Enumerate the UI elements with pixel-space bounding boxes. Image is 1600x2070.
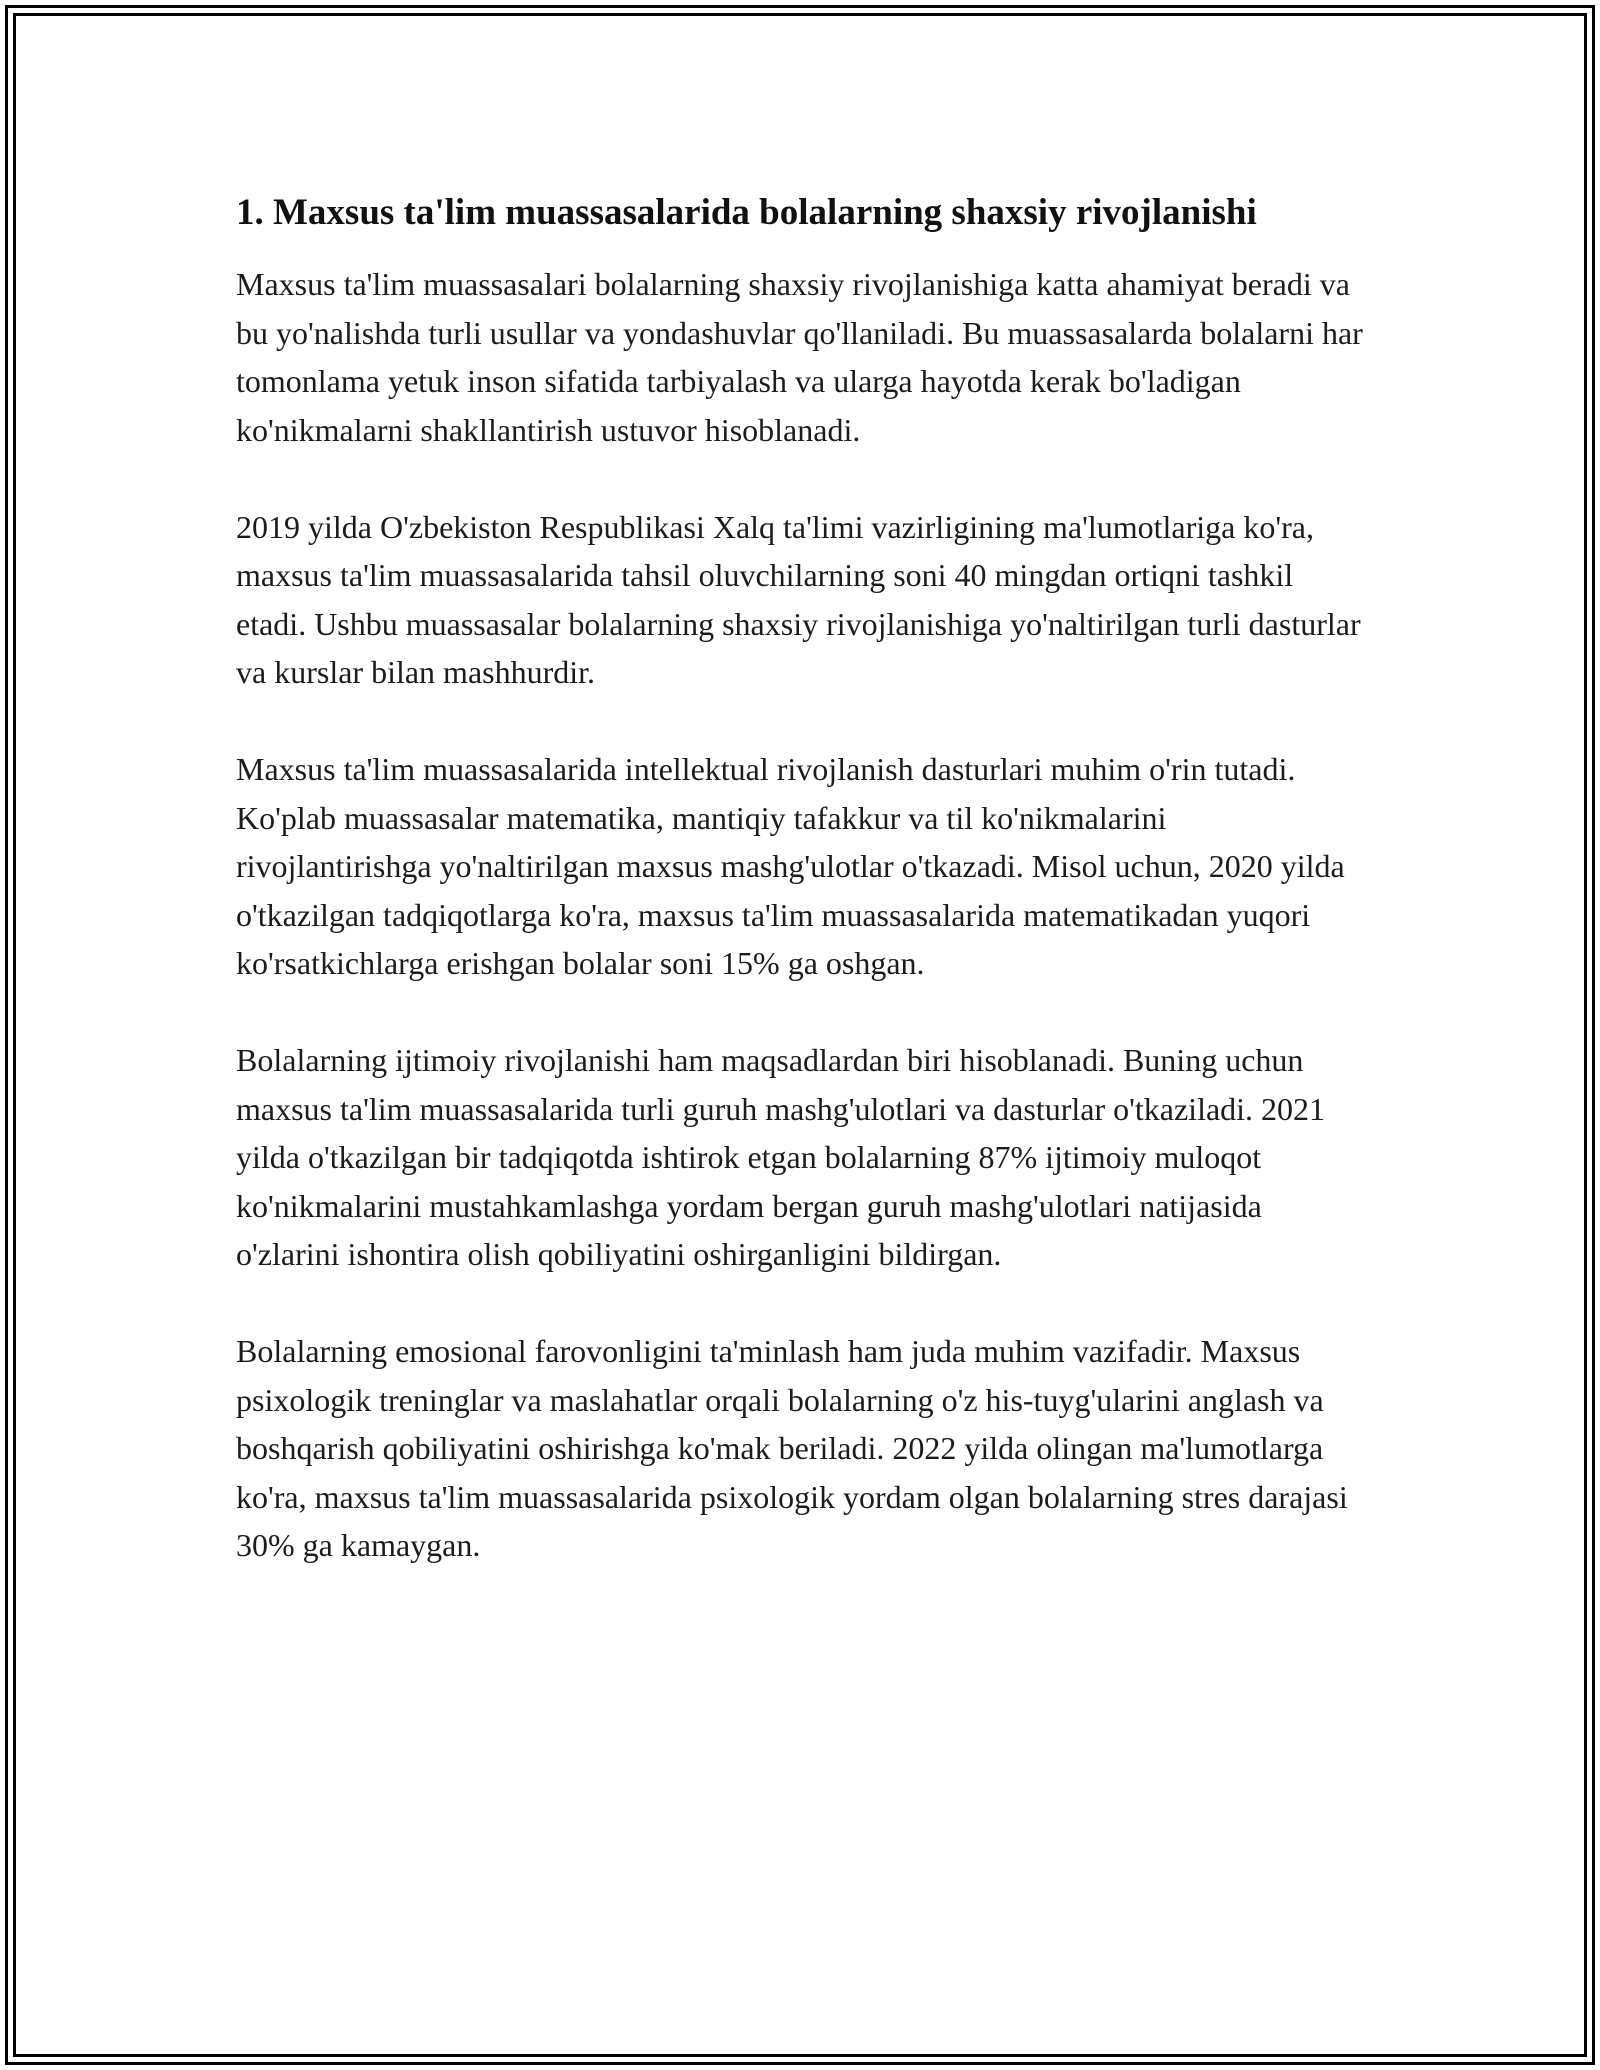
paragraph-statistics-2019: 2019 yilda O'zbekiston Respublikasi Xalq ta'limi vazirligining ma'lumotlariga ko'ra, maxsus ta'lim muassasalarida tahsil oluvchilarning soni 40 mingdan ortiqni tashkil etadi. Ushbu muassasalar bolalarning shaxsiy rivojlanishiga yo'naltirilgan turli dasturlar va kurslar bilan mashhurdir. [236,508,1361,690]
document-body [236,188,1366,1570]
paragraph-intellectual-development: Maxsus ta'lim muassasalarida intellektual rivojlanish dasturlari muhim o'rin tutadi. Ko'plab muassasalar matematika, mantiqiy tafakkur va til ko'nikmalarini rivojlantirishga yo'naltirilgan maxsus mashg'ulotlar o'tkazadi. Misol uchun, 2020 yilda o'tkazilgan tadqiqotlarga ko'ra, maxsus ta'lim muassasalarida matematikadan yuqori ko'rsatkichlarga erishgan bolalar soni 15% ga oshgan. [236,751,1345,981]
section-heading: 1. Maxsus ta'lim muassasalarida bolalarning shaxsiy rivojlanishi [236,192,1257,233]
paragraph-social-development: Bolalarning ijtimoiy rivojlanishi ham maqsadlardan biri hisoblanadi. Buning uchun maxsus ta'lim muassasalarida turli guruh mashg'ulotlari va dasturlar o'tkaziladi. 2021 yilda o'tkazilgan bir tadqiqotda ishtirok etgan bolalarning 87% ijtimoiy muloqot ko'nikmalarini mustahkamlashga yordam bergan guruh mashg'ulotlari natijasida o'zlarini ishontira olish qobiliyatini oshirganligini bildirgan. [236,1042,1326,1272]
paragraph-intro: Maxsus ta'lim muassasalari bolalarning shaxsiy rivojlanishiga katta ahamiyat beradi va bu yo'nalishda turli usullar va yondashuvlar qo'llaniladi. Bu muassasalarda bolalarni har tomonlama yetuk inson sifatida tarbiyalash va ularga hayotda kerak bo'ladigan ko'nikmalarni shakllantirish ustuvor hisoblanadi. [236,266,1363,448]
paragraph-emotional-wellbeing: Bolalarning emosional farovonligini ta'minlash ham juda muhim vazifadir. Maxsus psixologik treninglar va maslahatlar orqali bolalarning o'z his-tuyg'ularini anglash va boshqarish qobiliyatini oshirishga ko'mak beriladi. 2022 yilda olingan ma'lumotlarga ko'ra, maxsus ta'lim muassasalarida psixologik yordam olgan bolalarning stres darajasi 30% ga kamaygan. [236,1333,1348,1563]
